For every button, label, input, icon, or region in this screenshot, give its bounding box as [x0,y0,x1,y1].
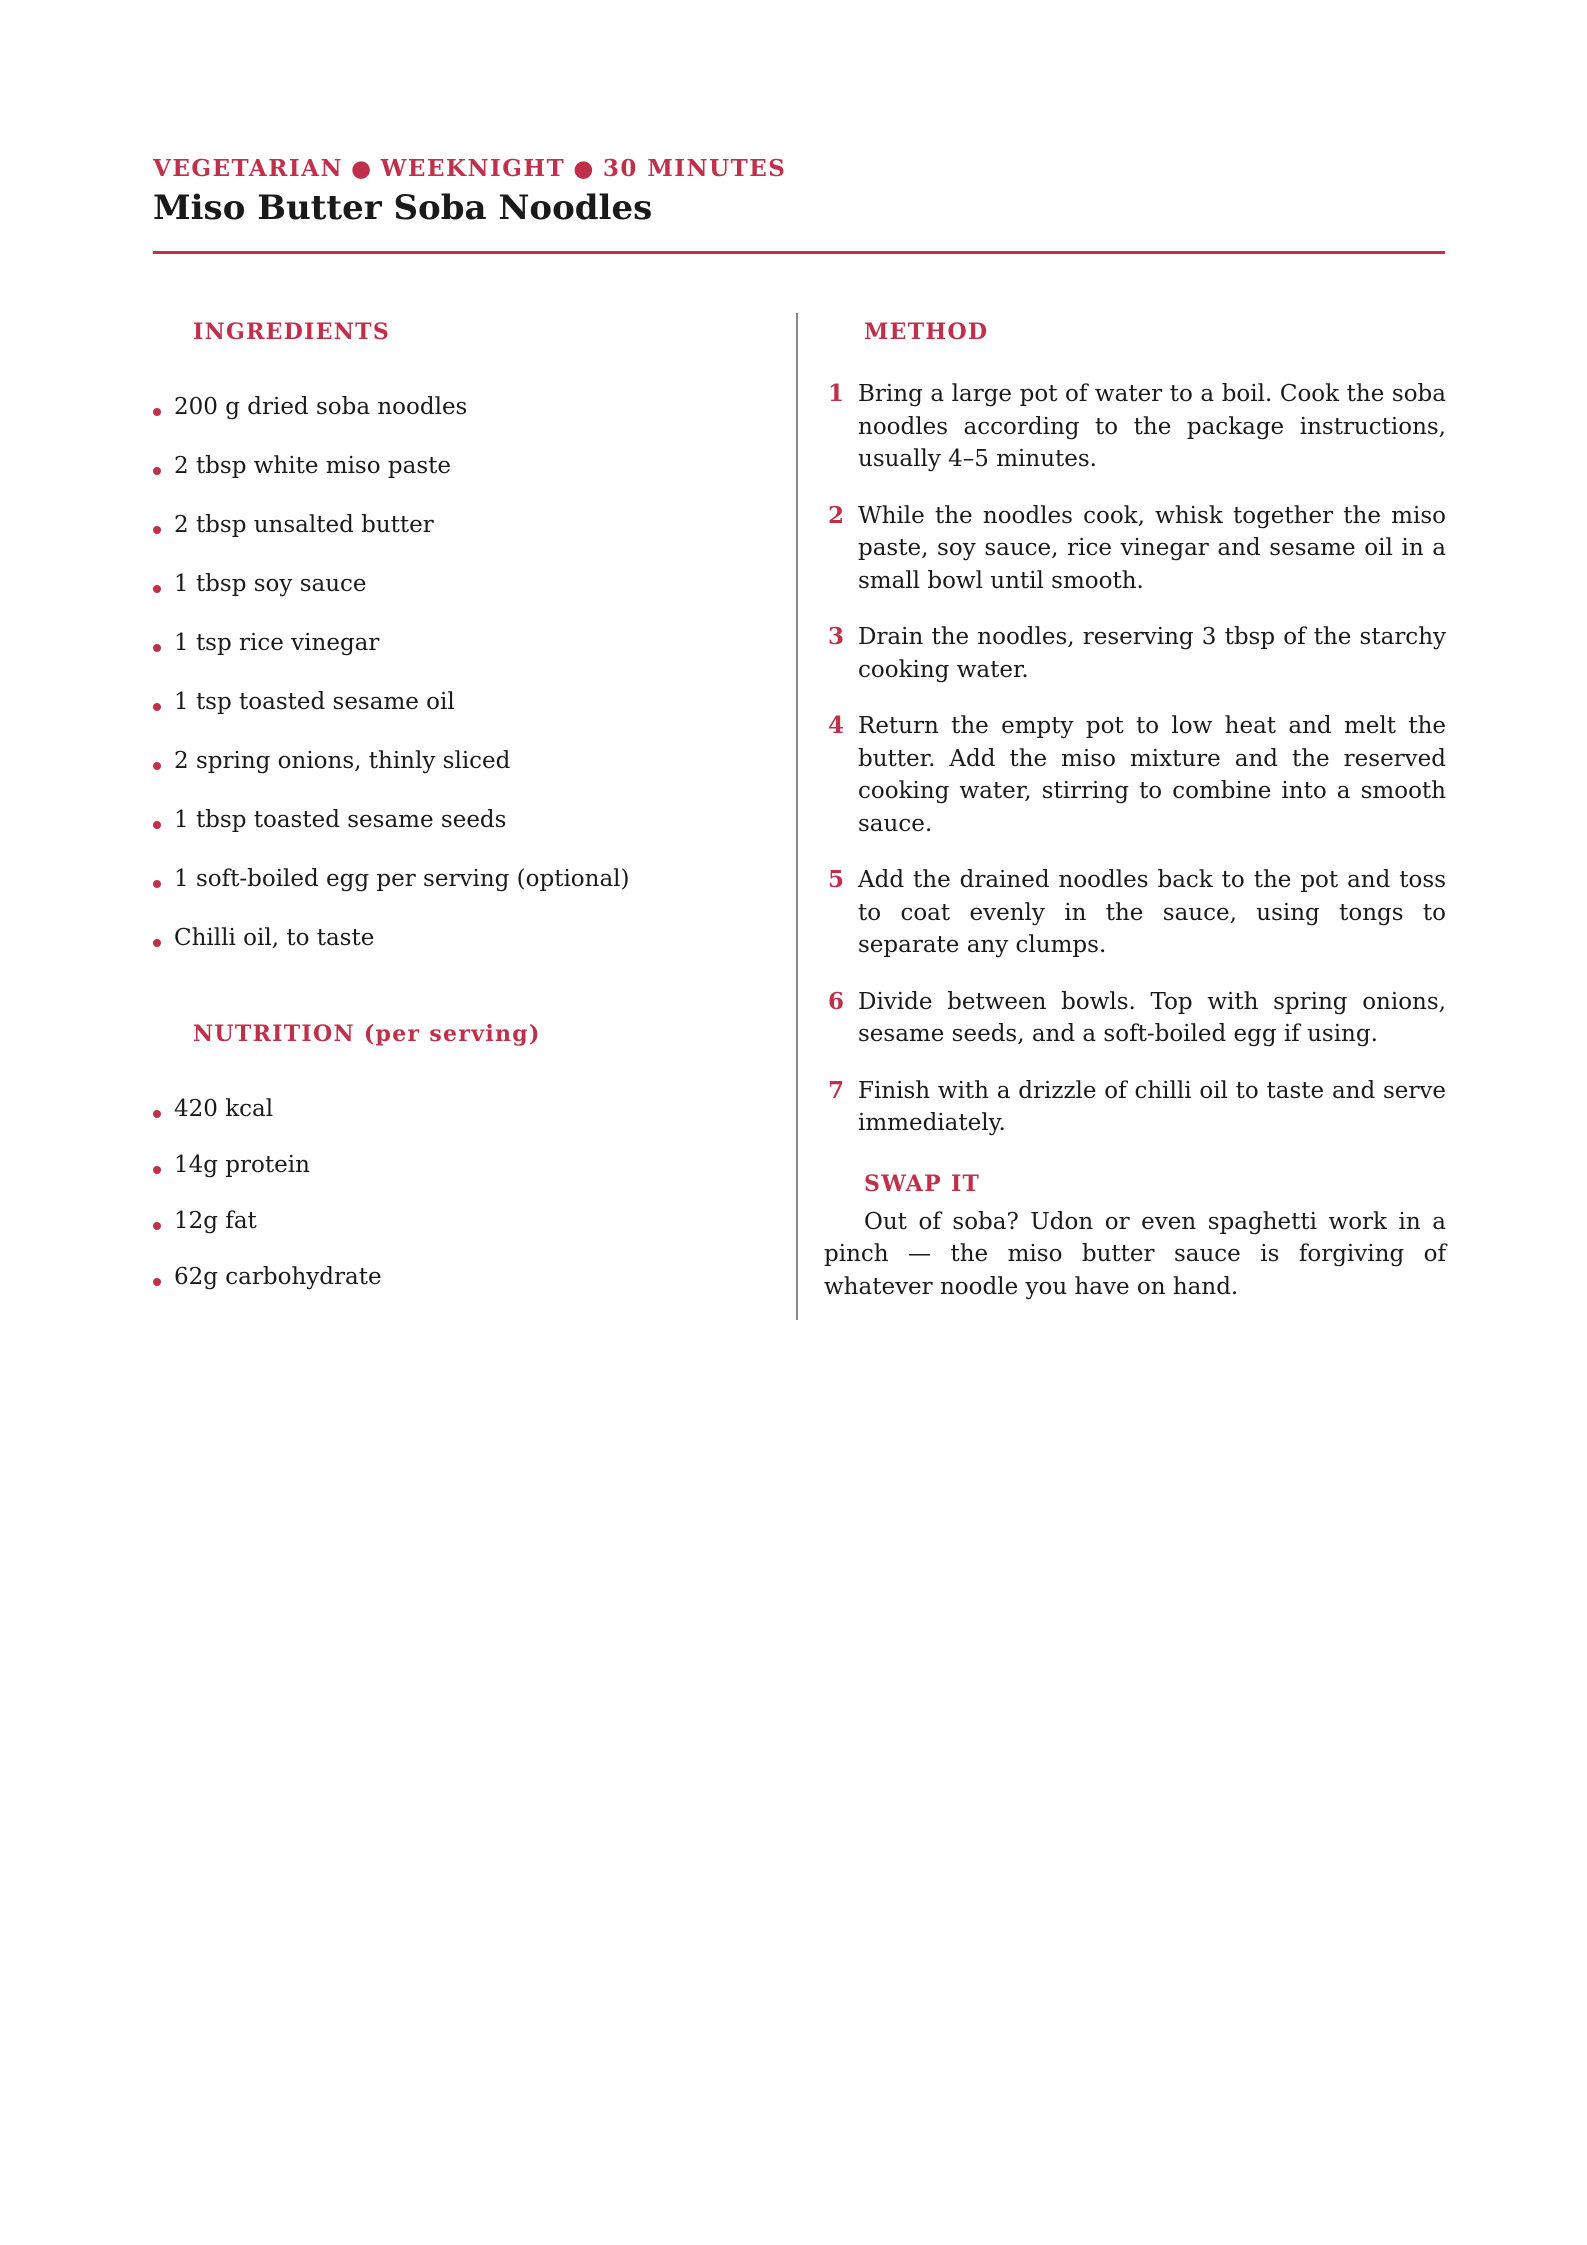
nutrition-item [153,1092,773,1126]
ingredient-item [153,449,773,483]
recipe-title: Miso Butter Soba Noodles [153,188,653,228]
method-step [824,710,1446,840]
method-step [824,621,1446,686]
nutrition-item [153,1148,773,1182]
tag-separator: ● [351,155,373,182]
method-step [824,1075,1446,1140]
step-number: 2 [828,501,845,529]
column-divider [796,313,798,1320]
swap-text: Out of soba? Udon or even spaghetti work in a pinch — the miso butter sauce is forgiving of whatever noodle you have on hand. [824,1208,1446,1300]
bullet-icon [153,585,161,593]
step-number: 7 [828,1076,845,1104]
method-list [824,378,1446,1140]
ingredients-heading: INGREDIENTS [193,319,391,345]
ingredient-item-text: 2 tbsp white miso paste [174,453,451,479]
step-text: Bring a large pot of water to a boil. Cook the soba noodles according to the package instructions, usually 4–5 minutes. [858,381,1446,472]
step-number: 5 [828,866,845,893]
bullet-icon [153,1278,161,1286]
bullet-icon [153,526,161,534]
nutrition-section [153,1018,773,1294]
ingredient-item [153,390,773,424]
ingredient-item-text: Chilli oil, to taste [174,925,375,951]
ingredient-item [153,921,773,955]
step-text: Finish with a drizzle of chilli oil to taste and serve immediately. [858,1077,1446,1136]
step-number: 6 [828,987,845,1015]
bullet-icon [153,1222,161,1230]
bullet-icon [153,467,161,475]
step-text: Divide between bowls. Top with spring onions, sesame seeds, and a soft-boiled egg if using. [858,988,1446,1047]
ingredient-item [153,626,773,660]
method-step [824,500,1446,598]
bullet-icon [153,762,161,770]
nutrition-item-text: 62g carbohydrate [174,1264,382,1290]
step-text: Add the drained noodles back to the pot and toss to coat evenly in the sauce, using tongs to separate any clumps. [858,867,1446,958]
step-text: Return the empty pot to low heat and melt the butter. Add the miso mixture and the reserved cooking water, stirring to combine into a smooth sauce. [858,713,1446,837]
nutrition-item-text: 12g fat [174,1208,257,1234]
bullet-icon [153,821,161,829]
nutrition-item-text: 420 kcal [174,1096,274,1122]
header-rule [153,251,1445,254]
ingredient-item-text: 1 soft-boiled egg per serving (optional) [174,866,630,892]
step-number: 3 [828,623,845,650]
ingredient-item-text: 2 tbsp unsalted butter [174,512,434,538]
step-text: Drain the noodles, reserving 3 tbsp of the starchy cooking water. [858,624,1446,683]
step-number: 1 [828,380,845,407]
ingredient-item [153,685,773,719]
bullet-icon [153,408,161,416]
method-step [824,864,1446,962]
ingredient-item-text: 1 tbsp soy sauce [174,571,367,597]
nutrition-heading: NUTRITION (per serving) [193,1021,541,1047]
ingredient-item-text: 1 tbsp toasted sesame seeds [174,807,507,833]
bullet-icon [153,880,161,888]
step-text: While the noodles cook, whisk together the miso paste, soy sauce, rice vinegar and sesame oil in a small bowl until smooth. [858,502,1446,594]
ingredient-item-text: 2 spring onions, thinly sliced [174,748,511,774]
method-step [824,986,1446,1051]
bullet-icon [153,703,161,711]
ingredient-item [153,862,773,896]
method-heading: METHOD [864,319,989,345]
ingredient-item [153,508,773,542]
method-step [824,378,1446,476]
bullet-icon [153,1166,161,1174]
swap-heading: SWAP IT [864,1170,981,1197]
nutrition-item [153,1260,773,1294]
left-column [153,316,773,1316]
tag-weeknight: WEEKNIGHT [380,155,566,182]
nutrition-item [153,1204,773,1238]
recipe-tags [153,152,1445,186]
ingredient-item-text: 1 tsp rice vinegar [174,630,380,656]
ingredient-item [153,567,773,601]
ingredient-item [153,744,773,778]
tag-separator: ● [573,155,595,182]
recipe-header [153,152,1445,230]
ingredient-item [153,803,773,837]
bullet-icon [153,939,161,947]
nutrition-list [153,1092,773,1294]
ingredient-item-text: 1 tsp toasted sesame oil [174,689,455,715]
tag-vegetarian: VEGETARIAN [153,155,343,182]
nutrition-item-text: 14g protein [174,1152,310,1178]
right-column [824,316,1446,1303]
bullet-icon [153,644,161,652]
tag-time: 30 MINUTES [602,155,787,182]
bullet-icon [153,1110,161,1118]
step-number: 4 [828,712,845,739]
ingredient-item-text: 200 g dried soba noodles [174,394,468,420]
ingredients-list [153,390,773,955]
